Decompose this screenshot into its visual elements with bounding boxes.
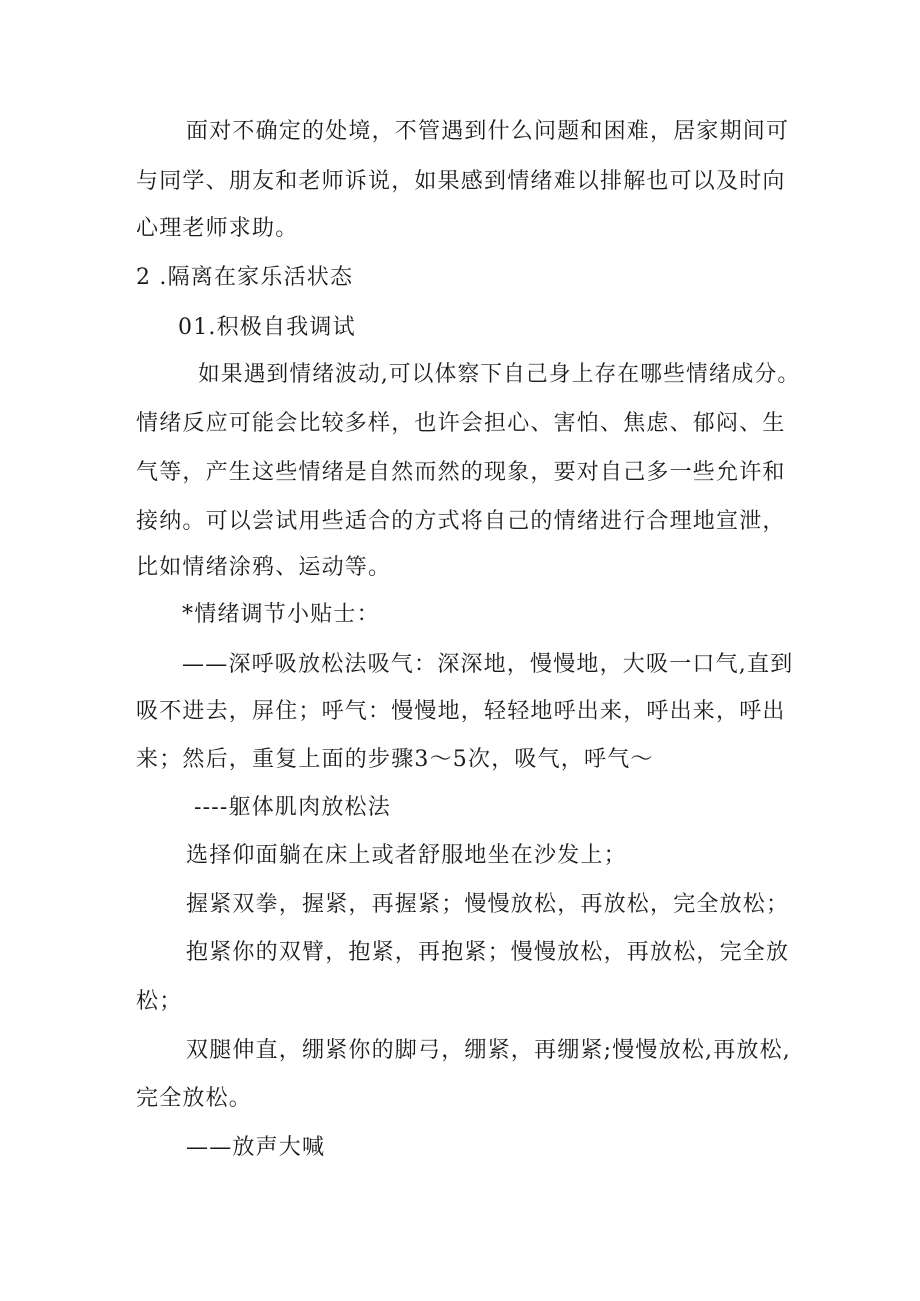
paragraph-2-line-2: 情绪反应可能会比较多样，也许会担心、害怕、焦虑、郁闷、生 [136,411,786,436]
tip-2-title: ----躯体肌肉放松法 [194,795,391,820]
tip-2-step-4-line-2: 完全放松。 [136,1086,253,1111]
tip-2-step-4-line-1: 双腿伸直，绷紧你的脚弓，绷紧，再绷紧;慢慢放松,再放松, [186,1038,792,1063]
paragraph-2-line-3: 气等，产生这些情绪是自然而然的现象，要对自己多一些允许和 [136,460,786,485]
tip-1-line-1: ——深呼吸放松法吸气：深深地，慢慢地，大吸一口气,直到 [182,652,794,677]
paragraph-2-line-5: 比如情绪涂鸦、运动等。 [136,555,392,580]
tips-title: *情绪调节小贴士： [182,602,380,627]
subheading-01: 01.积极自我调试 [178,315,356,340]
paragraph-1-line-1: 面对不确定的处境，不管遇到什么问题和困难，居家期间可 [186,119,790,144]
paragraph-2-line-4: 接纳。可以尝试用些适合的方式将自己的情绪进行合理地宣泄， [136,509,786,534]
tip-1-line-2: 吸不进去，屏住；呼气：慢慢地，轻轻地呼出来，呼出来，呼出 [136,699,786,724]
tip-3-title: ——放声大喊 [186,1135,326,1160]
tip-1-line-3: 来；然后，重复上面的步骤3～5次，吸气，呼气～ [136,747,654,772]
paragraph-2-line-1: 如果遇到情绪波动,可以体察下自己身上存在哪些情绪成分。 [198,362,801,387]
tip-2-step-3-line-2: 松； [136,989,183,1014]
paragraph-1-line-2: 与同学、朋友和老师诉说，如果感到情绪难以排解也可以及时向 [136,169,786,194]
tip-2-step-1: 选择仰面躺在床上或者舒服地坐在沙发上； [186,843,627,868]
tip-2-step-2: 握紧双拳，握紧，再握紧；慢慢放松，再放松，完全放松； [186,892,790,917]
tip-2-step-3-line-1: 抱紧你的双臂，抱紧，再抱紧；慢慢放松，再放松，完全放 [186,940,790,965]
paragraph-1-line-3: 心理老师求助。 [136,216,299,241]
section-heading-2: 2 .隔离在家乐活状态 [136,265,354,290]
